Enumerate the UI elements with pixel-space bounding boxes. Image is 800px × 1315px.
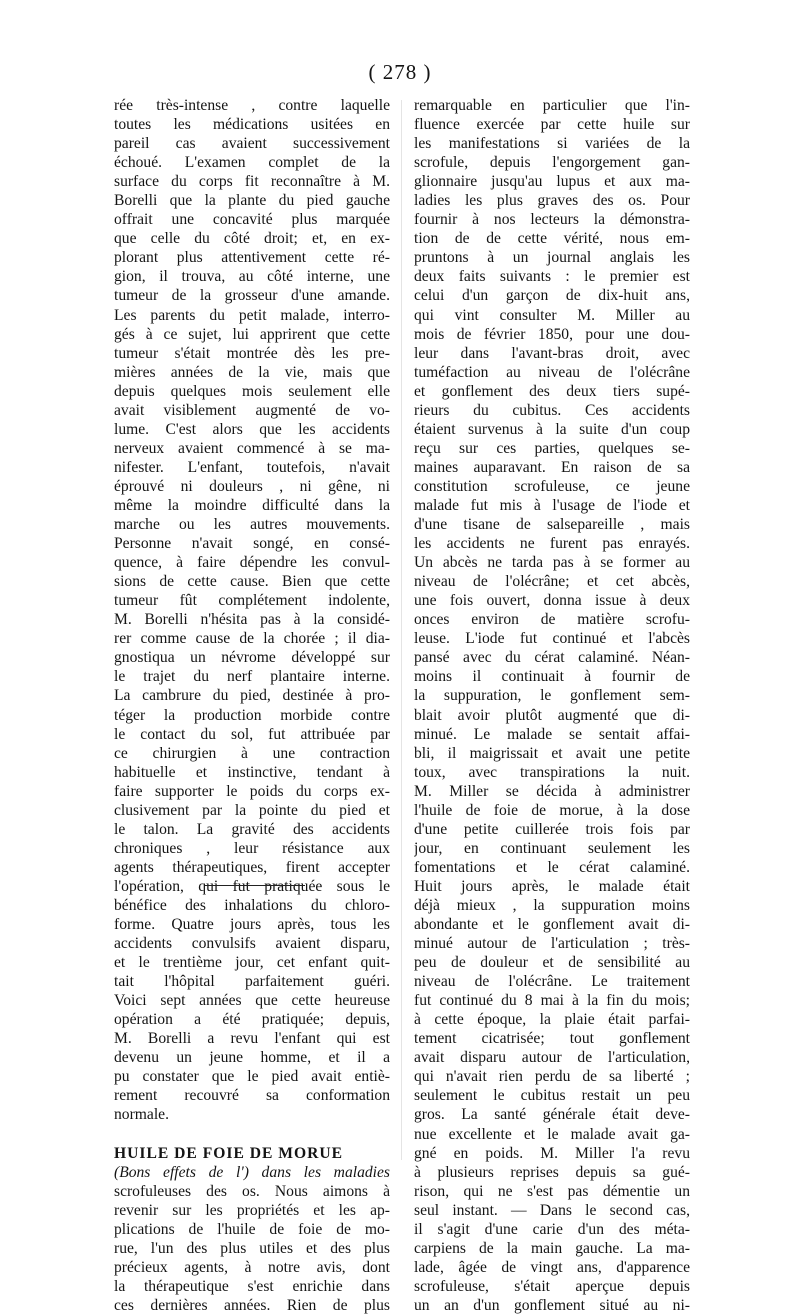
text-line: l'opération, qui fut pratiquée sous le (114, 877, 390, 895)
text-line: avait disparu autour de l'articulation, (414, 1049, 690, 1067)
text-line: bli, il maigrissait et avait une petite (414, 744, 690, 762)
text-line: rue, l'un des plus utiles et des plus (114, 1239, 390, 1257)
text-line: bénéfice des inhalations du chloro- (114, 896, 390, 914)
text-line: avait visiblement augmenté de vo- (114, 401, 390, 419)
text-line: celui d'un garçon de dix-huit ans, (414, 287, 690, 305)
text-line: nue excellente et le malade avait ga- (414, 1125, 690, 1143)
section-spacer (114, 1125, 390, 1144)
text-line: La cambrure du pied, destinée à pro- (114, 687, 390, 705)
text-line: mois de février 1850, pour une dou- (414, 325, 690, 343)
text-line: le contact du sol, fut attribuée par (114, 725, 390, 743)
text-line: le talon. La gravité des accidents (114, 820, 390, 838)
text-line: M. Borelli a revu l'enfant qui est (114, 1030, 390, 1048)
text-line: et gonflement des deux tiers supé- (414, 382, 690, 400)
text-line: déjà mieux , la suppuration moins (414, 896, 690, 914)
text-line: tuméfaction au niveau de l'olécrâne (414, 363, 690, 381)
text-line: Les parents du petit malade, interro- (114, 306, 390, 324)
text-line: plications de l'huile de foie de mo- (114, 1220, 390, 1238)
text-line: onces environ de matière scrofu- (414, 611, 690, 629)
text-line: les manifestations si variées de la (414, 135, 690, 153)
text-line: minué. Le malade se sentait affai- (414, 725, 690, 743)
text-line: Borelli que la plante du pied gauche (114, 192, 390, 210)
text-line: chroniques , leur résistance aux (114, 839, 390, 857)
section-heading: HUILE DE FOIE DE MORUE (114, 1144, 344, 1162)
text-line: malade fut mis à l'usage de l'iode et (414, 496, 690, 514)
right-column (414, 96, 690, 1315)
text-line: ladies les plus graves des os. Pour (414, 192, 690, 210)
text-line: forme. Quatre jours après, tous les (114, 916, 390, 934)
text-line: tait l'hôpital parfaitement guéri. (114, 973, 390, 991)
text-line: jour, en continuant seulement les (414, 839, 690, 857)
text-line: seul instant. — Dans le second cas, (414, 1201, 690, 1219)
text-line: toutes les médications usitées en (114, 116, 390, 134)
text-line: ce chirurgien à une contraction (114, 744, 390, 762)
text-line: l'huile de foie de morue, à la dose (414, 801, 690, 819)
text-line: depuis quelques mois seulement elle (114, 382, 390, 400)
text-line: fournir à nos lecteurs la démonstra- (414, 211, 690, 229)
text-line: gnostiqua un névrome développé sur (114, 649, 390, 667)
text-line: tement cicatrisée; tout gonflement (414, 1030, 690, 1048)
page-number: ( 278 ) (368, 60, 432, 84)
text-line: opération a été pratiquée; depuis, (114, 1011, 390, 1029)
text-line: rison, qui ne s'est pas démentie un (414, 1182, 690, 1200)
text-line: devenu un jeune homme, et il a (114, 1049, 390, 1067)
text-line: minué autour de l'articulation ; très- (414, 935, 690, 953)
text-line: mières années de la vie, mais que (114, 363, 390, 381)
left-column (114, 96, 390, 1315)
text-line: gion, il trouva, au côté interne, une (114, 268, 390, 286)
text-line: marche ou les autres mouvements. (114, 516, 390, 534)
text-line: pruntons à un journal anglais les (414, 249, 690, 267)
text-line: M. Borelli n'hésita pas à la considé- (114, 611, 390, 629)
text-line: peu de douleur et de sensibilité au (414, 954, 690, 972)
text-line: sions de cette cause. Bien que cette (114, 573, 390, 591)
text-line: maines auparavant. En raison de sa (414, 458, 690, 476)
text-line: pu constater que le pied avait entiè- (114, 1068, 390, 1086)
text-line: faire supporter le poids du corps ex- (114, 782, 390, 800)
text-line: tumeur fût complétement indolente, (114, 592, 390, 610)
text-line: gné en poids. M. Miller l'a revu (414, 1144, 690, 1162)
text-line: accidents convulsifs avaient disparu, (114, 935, 390, 953)
text-line: un an d'un gonflement situé au ni- (414, 1296, 690, 1314)
text-line: lade, âgée de vingt ans, d'apparence (414, 1258, 690, 1276)
text-line: niveau de l'olécrâne. Le traitement (414, 973, 690, 991)
text-line: pareil cas avaient successivement (114, 135, 390, 153)
text-line: surface du corps fit reconnaître à M. (114, 173, 390, 191)
text-line: à plusieurs reprises depuis sa gué- (414, 1163, 690, 1181)
text-line: même la moindre difficulté dans la (114, 496, 390, 514)
text-line: éprouvé ni douleurs , ni gêne, ni (114, 477, 390, 495)
text-line: fluence exercée par cette huile sur (414, 116, 690, 134)
text-line: scrofuleuse, s'était aperçue depuis (414, 1277, 690, 1295)
text-line: ces dernières années. Rien de plus (114, 1296, 390, 1314)
text-line: Personne n'avait songé, en consé- (114, 535, 390, 553)
text-line: tion de de cette vérité, nous em- (414, 230, 690, 248)
text-line: d'une tisane de salsepareille , mais (414, 516, 690, 534)
text-line: offrait une concavité plus marquée (114, 211, 390, 229)
text-line: fut continué du 8 mai à la fin du mois; (414, 992, 690, 1010)
text-line: niveau de l'olécrâne; et cet abcès, (414, 573, 690, 591)
text-line: moins il continuait à fournir de (414, 668, 690, 686)
text-line: normale. (114, 1106, 169, 1124)
section-divider (205, 885, 305, 886)
text-line: plorant plus attentivement cette ré- (114, 249, 390, 267)
text-line: les accidents ne furent pas enrayés. (414, 535, 690, 553)
text-line: habituelle et instinctive, tendant à (114, 763, 390, 781)
text-line: Huit jours après, le malade était (414, 877, 690, 895)
text-line: glionnaire jusqu'au lupus et aux ma- (414, 173, 690, 191)
text-line: la thérapeutique s'est enrichie dans (114, 1277, 390, 1295)
text-line: seulement le cubitus restait un peu (414, 1087, 690, 1105)
text-line: le trajet du nerf plantaire interne. (114, 668, 390, 686)
text-line: échoué. L'examen complet de la (114, 154, 390, 172)
text-line: il s'agit d'une carie d'un des méta- (414, 1220, 690, 1238)
section-subtitle-line: scrofuleuses des os. Nous aimons à (114, 1182, 390, 1200)
text-line: carpiens de la main gauche. La ma- (414, 1239, 690, 1257)
text-line: d'une petite cuillerée trois fois par (414, 820, 690, 838)
text-line: que celle du côté droit; et, en ex- (114, 230, 390, 248)
text-line: tumeur s'était montrée dès les pre- (114, 344, 390, 362)
text-line: fomentations et le cérat calaminé. (414, 858, 690, 876)
text-line: rée très-intense , contre laquelle (114, 97, 390, 114)
column-gutter (401, 100, 402, 1160)
text-line: une fois ouvert, donna issue à deux (414, 592, 690, 610)
text-line: leur dans l'avant-bras droit, avec (414, 344, 690, 362)
text-line: clusivement par la pointe du pied et (114, 801, 390, 819)
text-line: à cette époque, la plaie était parfai- (414, 1011, 690, 1029)
text-line: étaient survenus à la suite d'un coup (414, 420, 690, 438)
text-line: remarquable en particulier que l'in- (414, 97, 690, 114)
text-line: nerveux avaient commencé à se ma- (114, 439, 390, 457)
text-line: nifester. L'enfant, toutefois, n'avait (114, 458, 390, 476)
text-line: M. Miller se décida à administrer (414, 782, 690, 800)
text-line: Un abcès ne tarda pas à se former au (414, 554, 690, 572)
text-line: blait avoir plutôt augmenté que di- (414, 706, 690, 724)
text-line: rer comme cause de la chorée ; il dia- (114, 630, 390, 648)
text-line: et le trentième jour, cet enfant quit- (114, 954, 390, 972)
text-line: reçu sur ces parties, quelques se- (414, 439, 690, 457)
text-line: rement recouvré sa conformation (114, 1087, 390, 1105)
text-line: abondante et le gonflement avait di- (414, 916, 690, 934)
text-line: gés à ce sujet, lui apprirent que cette (114, 325, 390, 343)
text-line: qui n'avait rien perdu de sa liberté ; (414, 1068, 690, 1086)
text-line: qui vint consulter M. Miller au (414, 306, 690, 324)
text-line: rieurs du cubitus. Ces accidents (414, 401, 690, 419)
text-line: tumeur de la grosseur d'une amande. (114, 287, 390, 305)
text-line: téger la production morbide contre (114, 706, 390, 724)
text-line: scrofule, depuis l'engorgement gan- (414, 154, 690, 172)
text-line: agents thérapeutiques, firent accepter (114, 858, 390, 876)
text-line: toux, avec transpirations la nuit. (414, 763, 690, 781)
text-line: Voici sept années que cette heureuse (114, 992, 390, 1010)
text-line: pansé avec du cérat calaminé. Néan- (414, 649, 690, 667)
text-line: gros. La santé générale était deve- (414, 1106, 690, 1124)
text-line: constitution scrofuleuse, ce jeune (414, 477, 690, 495)
text-line: deux faits suivants : le premier est (414, 268, 690, 286)
text-line: quence, à faire dépendre les convul- (114, 554, 390, 572)
text-line: précieux agents, à notre avis, dont (114, 1258, 390, 1276)
text-line: leuse. L'iode fut continué et l'abcès (414, 630, 690, 648)
text-line: la suppuration, le gonflement sem- (414, 687, 690, 705)
section-subtitle-line: (Bons effets de l') dans les maladies (114, 1163, 390, 1181)
text-line: lume. C'est alors que les accidents (114, 420, 390, 438)
text-line: revenir sur les propriétés et les ap- (114, 1201, 390, 1219)
